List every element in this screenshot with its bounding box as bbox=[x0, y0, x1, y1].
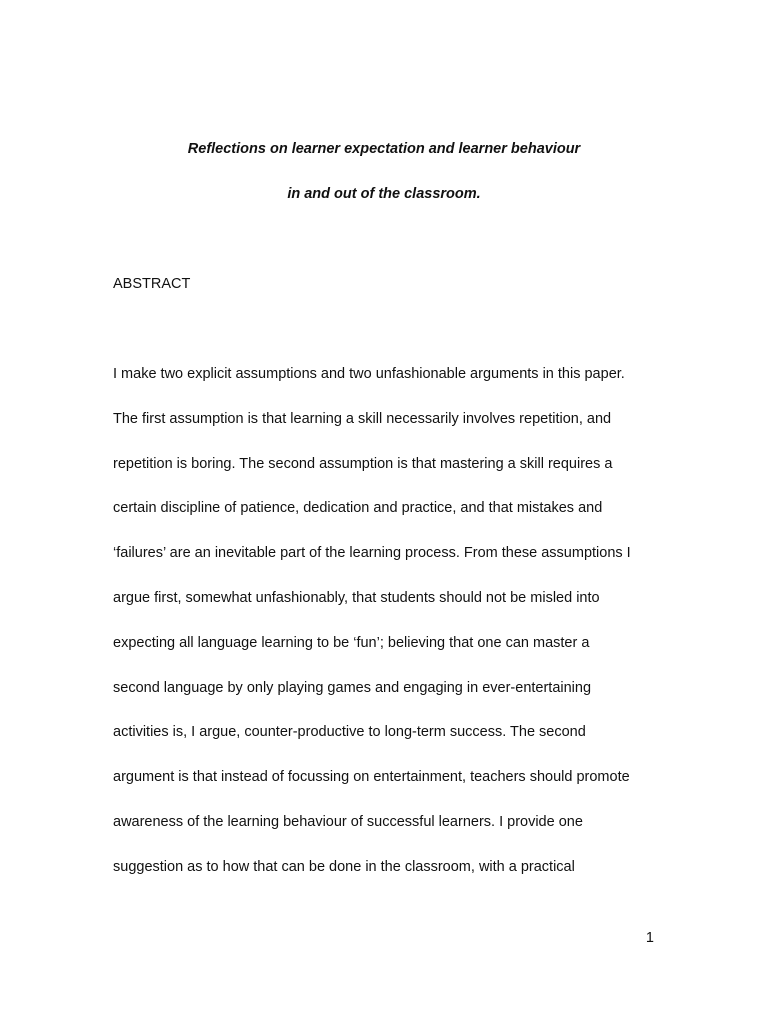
abstract-line: ‘failures’ are an inevitable part of the learning process. From these assumptions I bbox=[113, 545, 631, 562]
abstract-line: argue first, somewhat unfashionably, that students should not be misled into bbox=[113, 589, 600, 606]
abstract-line: I make two explicit assumptions and two unfashionable arguments in this paper. bbox=[113, 366, 625, 382]
abstract-line: The first assumption is that learning a skill necessarily involves repetition, and bbox=[113, 410, 612, 427]
page-number: 1 bbox=[645, 930, 654, 946]
abstract-line: argument is that instead of focussing on entertainment, teachers should promote bbox=[113, 769, 630, 786]
abstract-line: activities is, I argue, counter-productive to long-term success. The second bbox=[113, 724, 586, 741]
paper-title-line-2: in and out of the classroom. bbox=[287, 186, 481, 202]
abstract-body bbox=[113, 365, 673, 903]
paper-title-line-1: Reflections on learner expectation and learner behaviour bbox=[187, 141, 581, 157]
abstract-line: suggestion as to how that can be done in the classroom, with a practical bbox=[113, 858, 575, 875]
abstract-line: awareness of the learning behaviour of successful learners. I provide one bbox=[113, 813, 583, 830]
abstract-line: certain discipline of patience, dedication and practice, and that mistakes and bbox=[113, 500, 603, 517]
abstract-line: second language by only playing games and engaging in ever-entertaining bbox=[113, 679, 592, 696]
abstract-line: expecting all language learning to be ‘fun’; believing that one can master a bbox=[113, 634, 590, 651]
abstract-heading: ABSTRACT bbox=[113, 276, 191, 292]
abstract-line: repetition is boring. The second assumption is that mastering a skill requires a bbox=[113, 455, 613, 472]
